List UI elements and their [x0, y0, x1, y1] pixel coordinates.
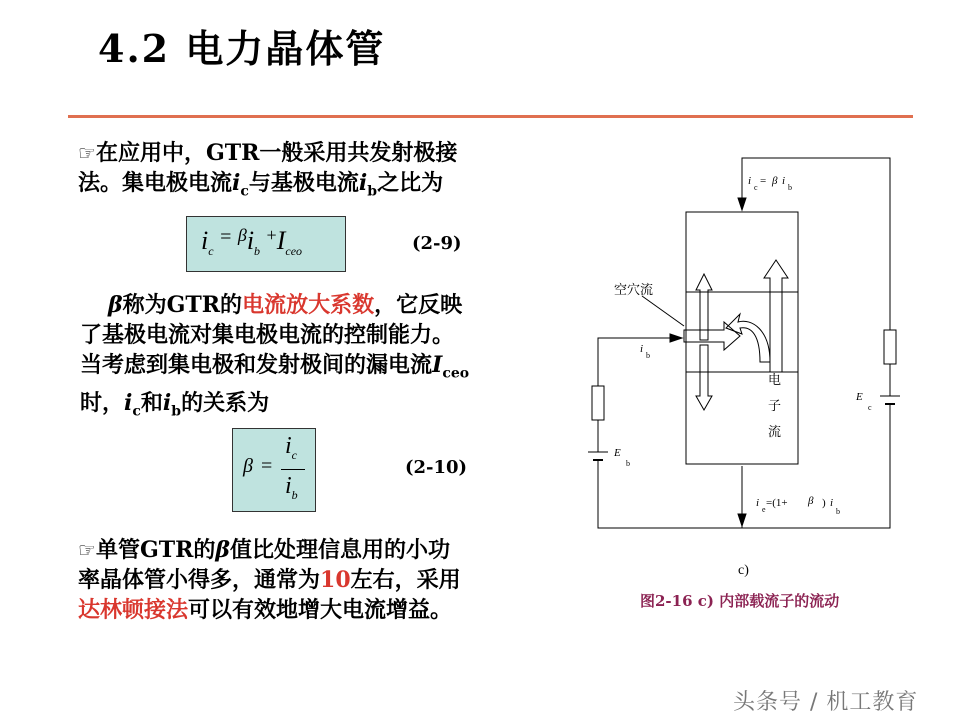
- beta-symbol: β: [215, 537, 230, 563]
- ec-sub: c: [868, 403, 872, 412]
- eq-var: i: [285, 473, 292, 499]
- para3-text: 可以有效地增大电流增益。: [188, 597, 453, 623]
- para2-text: 和: [140, 390, 163, 417]
- recombination-curve-arrow-icon: [726, 314, 770, 362]
- para2-text: 时，: [80, 390, 125, 417]
- ie-arrow-icon: [738, 514, 746, 526]
- sub-ceo: ceo: [442, 365, 470, 382]
- para2-line2: 了基极电流对集电极电流的控制能力。: [80, 322, 455, 348]
- eq-sub: c: [291, 447, 297, 462]
- ec-label: E: [856, 391, 863, 403]
- eq-plus: +: [266, 225, 277, 245]
- ib-label: i: [640, 343, 644, 355]
- sub-b: b: [367, 183, 378, 200]
- var-i: i: [232, 170, 241, 196]
- hole-flow-label: 空穴流: [614, 282, 654, 297]
- ic-label: i: [748, 175, 752, 187]
- var-i: i: [124, 390, 133, 417]
- highlight-10: 10: [320, 567, 351, 593]
- var-I: I: [432, 352, 443, 378]
- eb-label: E: [614, 447, 621, 459]
- sub-c: c: [240, 183, 249, 200]
- equation-number-2-10: (2-10): [405, 457, 468, 478]
- eq-var: i: [285, 433, 292, 459]
- para1-text: 与基极电流: [248, 170, 359, 196]
- electron-flow-label: 子: [768, 398, 782, 413]
- eq-var: I: [276, 226, 286, 255]
- eq-sub: b: [254, 244, 261, 259]
- pointing-hand-icon: ☞: [78, 141, 96, 165]
- electron-flow-label: 流: [768, 424, 782, 439]
- ic-i: i: [782, 175, 786, 187]
- para2-text: 的关系为: [181, 390, 270, 417]
- eq-sign: =: [261, 455, 273, 477]
- para2-text: 当考虑到集电极和发射极间的漏电流: [80, 352, 433, 378]
- highlight-darlington: 达林顿接法: [78, 597, 189, 623]
- ie-beta: β: [808, 495, 814, 507]
- eq-beta: β: [237, 225, 247, 245]
- hole-flow-pointer: [642, 296, 684, 326]
- collector-resistor: [884, 330, 896, 364]
- ie-label: i: [756, 497, 760, 509]
- eq-sign: =: [220, 226, 232, 248]
- electron-flow-label: 电: [768, 372, 782, 387]
- ib-arrow-icon: [670, 334, 682, 342]
- hole-injection-arrow-icon: [684, 322, 740, 350]
- emitter-wire: [598, 404, 890, 528]
- sub-c: c: [132, 403, 141, 420]
- ie-i: i: [830, 497, 834, 509]
- eq-sub: b: [291, 487, 298, 502]
- page-title: 4.2 电力晶体管: [98, 26, 386, 71]
- eq-beta: β: [243, 455, 253, 477]
- ie-close: ): [822, 497, 826, 509]
- para3-text: 左右，采用: [350, 567, 461, 593]
- var-i: i: [162, 390, 172, 417]
- ic-sub: c: [754, 183, 758, 192]
- var-i: i: [358, 170, 368, 196]
- sub-b: b: [171, 403, 182, 420]
- para1-line1: 在应用中，GTR一般采用共发射极接: [95, 140, 458, 166]
- hole-down-arrow-icon: [696, 345, 712, 410]
- eq-var: i: [201, 226, 209, 255]
- electron-up-arrow-icon: [764, 260, 788, 372]
- pointing-hand-icon: ☞: [78, 538, 96, 562]
- ic-ib: b: [788, 183, 792, 192]
- base-resistor: [592, 386, 604, 420]
- para3-text: 率晶体管小得多，通常为: [78, 567, 321, 593]
- ie-ib: b: [836, 507, 840, 516]
- ie-sub: e: [762, 505, 766, 514]
- para2-text: ，它反映: [374, 292, 463, 318]
- eq-var: i: [246, 226, 255, 255]
- ic-beta: β: [772, 175, 778, 187]
- beta-symbol: β: [108, 292, 123, 318]
- para3-text: 值比处理信息用的小功: [230, 537, 451, 563]
- para1-text: 之比为: [377, 170, 444, 196]
- ic-eq: =: [760, 175, 767, 187]
- figure-subcaption: c): [738, 563, 749, 578]
- para1-text: 法。集电极电流: [78, 170, 233, 196]
- eq-sub: ceo: [285, 244, 303, 259]
- ic-arrow-icon: [738, 198, 746, 210]
- ie-eq: =(1+: [766, 497, 788, 509]
- transistor-body: [686, 212, 798, 464]
- eq-sub: c: [208, 244, 214, 259]
- equation-number-2-9: (2-9): [412, 233, 462, 254]
- highlight-current-gain: 电流放大系数: [242, 292, 375, 318]
- para2-text: 称为GTR的: [122, 292, 243, 318]
- figure-caption: 图2-16 c) 内部载流子的流动: [640, 592, 840, 610]
- eb-sub: b: [626, 459, 630, 468]
- para3-text: 单管GTR的: [95, 537, 216, 563]
- watermark: 头条号 / 机工教育: [733, 690, 919, 715]
- ib-sub: b: [646, 351, 650, 360]
